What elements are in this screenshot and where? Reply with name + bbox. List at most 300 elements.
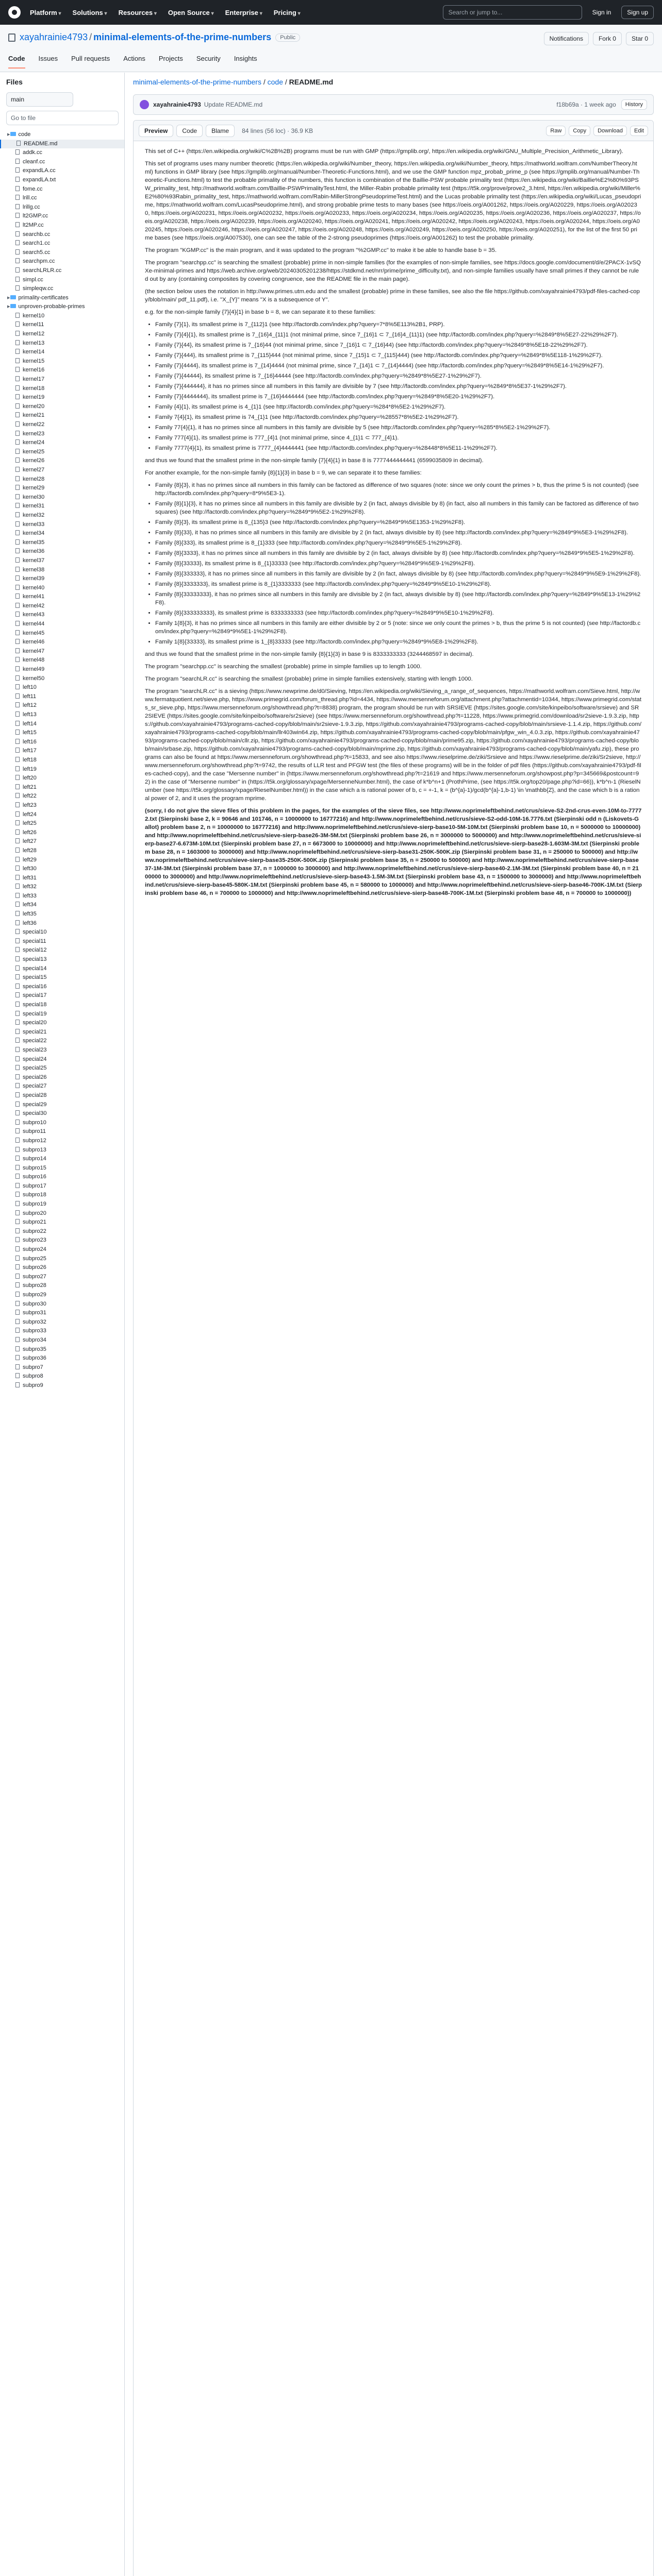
sidebar-item-special20[interactable] [0,1019,125,1028]
sidebar-item-label: left28 [23,847,37,854]
sidebar-item-kernel23[interactable] [0,430,125,439]
edit-button[interactable]: Edit [630,126,648,136]
sidebar-item-subpro24[interactable] [0,1245,125,1255]
sidebar-item-special14[interactable] [0,964,125,974]
sidebar-item-kernel33[interactable] [0,520,125,530]
tab-issues[interactable]: Issues [38,55,58,62]
sidebar-item-label: kernel23 [23,430,45,437]
file-icon [15,594,20,599]
file-icon [15,1301,20,1306]
breadcrumb-repo[interactable]: minimal-elements-of-the-prime-numbers [133,78,261,86]
sidebar-item-subpro23[interactable] [0,1236,125,1245]
file-viewer [133,120,654,2576]
sidebar-item-label: kernel18 [23,385,45,392]
file-header [134,121,653,141]
sidebar-item-subpro25[interactable] [0,1255,125,1264]
file-icon [15,848,20,853]
sidebar-item-kernel45[interactable] [0,629,125,638]
fork-button[interactable]: Fork 0 [593,32,622,45]
list-item: • Family 777{4}{1}, its smallest prime is 777_{4}1 (not minimal prime, since 4_{1}1 ⊂ 777_{4}1). [155,434,642,442]
file-icon [15,757,20,762]
tab-code[interactable]: Code [8,55,25,69]
sidebar-item-kernel16[interactable] [0,366,125,375]
sidebar-item-label: kernel49 [23,666,45,673]
sidebar-item-label: subpro10 [23,1119,46,1126]
sidebar-item-left12[interactable] [0,701,125,710]
file-icon [15,974,20,979]
sidebar-item-label: left19 [23,766,37,772]
sidebar-item-searchpm-cc[interactable] [0,257,125,266]
list-item: • Family 1{8}{33333}, its smallest prime is 1_{8}33333 (see http://factordb.com/index.php?query=%2849*9%5E8-1%29%2F8). [155,638,642,646]
sidebar-item-label: kernel45 [23,630,45,636]
sidebar-item-kernel30[interactable] [0,493,125,502]
sidebar-item-special22[interactable] [0,1037,125,1046]
sidebar-item-search1-cc[interactable] [0,239,125,248]
star-button[interactable]: Star 0 [626,32,654,45]
sidebar-item-subpro33[interactable] [0,1327,125,1336]
sidebar-item-left20[interactable] [0,774,125,783]
sidebar-item-kernel13[interactable] [0,339,125,348]
sidebar-item-addk-cc[interactable] [0,148,125,158]
go-to-file-input[interactable]: Go to file [6,111,119,125]
sidebar-item-kernel46[interactable] [0,638,125,647]
sidebar-item-kernel39[interactable] [0,574,125,584]
file-icon [15,657,20,662]
sidebar-item-subpro36[interactable] [0,1354,125,1363]
sidebar-item-left10[interactable] [0,683,125,692]
sidebar-item-kernel19[interactable] [0,393,125,402]
sidebar-item-label: lt2GMP.cc [23,213,48,219]
sidebar-item-kernel42[interactable] [0,602,125,611]
commit-hash[interactable]: f18b69a · 1 week ago [556,101,616,108]
sieve-files-note: (sorry, I do not give the sieve files of this problem in the pages, for the examples of the sieve files, see http://www.noprimeleftbehind.net/crus/sieve-S2-2nd-crus-even-10M-to-77772.txt (Sierpinski base 2, k = 90646 and 101746, n = 10000000 to 16777216) and http://www.noprimeleftbehind.net/crus/sieve-S2-odd-10M-16.7776.txt (Sierpinski odd n (Liskovets-Gallot) problem base 2, n = 10000000 to 16777216) and http://www.noprimeleftbehind.net/crus/sieve-sierp-base10-5M-10M.txt (Sierpinski problem base 10, n = 5000000 to 10000000) and http://www.noprimeleftbehind.net/crus/sieve-sierp-base26-3M-5M.txt (Sierpinski problem base 26, n = 3000000 to 5000000) and http://www.noprimeleftbehind.net/crus/sieve-sierp-base27-6.673M-10M.txt (Sierpinski problem base 27, n = 6673000 to 10000000) and http://www.noprimeleftbehind.net/crus/sieve-sierp-base28-1.603M-3M.txt (Sierpinski problem base 28, n = 1603000 to 3000000) and http://www.noprimeleftbehind.net/crus/sieve-sierp-base31-250K-500K.zip (Sierpinski problem base 31, n = 250000 to 500000) and http://www.noprimeleftbehind.net/crus/sieve-sierp-base35-250K-500K.zip (Sierpinski problem base 35, n = 250000 to 500000) and http://www.noprimeleftbehind.net/crus/sieve-sierp-base37-1M-3M.txt (Sierpinski problem base 37, n = 1000000 to 3000000) and http://www.noprimeleftbehind.net/crus/sieve-sierp-base40-2.1M-3M.txt (Sierpinski problem base 40, n = 2100000 to 3000000) and http://www.noprimeleftbehind.net/crus/sieve-sierp-base43-1.5M-3M.txt (Sierpinski problem base 43, n = 1500000 to 3000000) and http://www.noprimeleftbehind.net/crus/sieve-sierp-base45-580K-1M.txt (Sierpinski problem base 45, n = 580000 to 1000000) and http://www.noprimeleftbehind.net/crus/sieve-sierp-base46-700K-1M.txt (Sierpinski problem base 46, n = 700000 to 1000000) and http://www.noprimeleftbehind.net/crus/sieve-sierp-base48-700K-1M.txt (Sierpinski problem base 48, n = 700000 to 1000000)) [145,808,642,896]
sidebar-item-subpro17[interactable] [0,1182,125,1191]
search-input[interactable]: Search or jump to... [443,5,582,20]
sidebar-item-subpro22[interactable] [0,1227,125,1236]
sidebar-item-left19[interactable] [0,765,125,774]
tab-actions[interactable]: Actions [123,55,145,62]
sidebar-item-subpro26[interactable] [0,1263,125,1273]
sidebar-item-label: subpro29 [23,1292,46,1298]
sidebar-item-label: left15 [23,730,37,736]
file-icon [15,167,20,173]
sidebar-item-label: expandLA.txt [23,176,56,183]
file-icon [15,1038,20,1043]
sidebar-item-subpro21[interactable] [0,1218,125,1227]
sidebar-item-subpro10[interactable] [0,1118,125,1128]
file-icon [15,340,20,345]
sidebar-item-subpro18[interactable] [0,1191,125,1200]
commit-message[interactable]: Update README.md [204,101,263,108]
sign-up-button[interactable]: Sign up [621,6,654,19]
raw-button[interactable]: Raw [546,126,566,136]
sidebar-item-subpro8[interactable] [0,1372,125,1381]
file-icon [15,575,20,581]
sidebar-item-subpro11[interactable] [0,1127,125,1137]
sidebar-item-cleanf-cc[interactable] [0,158,125,167]
sidebar-item-special30[interactable] [0,1109,125,1118]
file-icon [15,1364,20,1369]
list-item: • Family {7}{4444444}, its smallest prime is 7_{16}4444444 (see http://factordb.com/index.php?query=%2849*8%5E20-1%29%2F7). [155,393,642,401]
sidebar-item-label: special16 [23,983,47,990]
sidebar-item-subpro20[interactable] [0,1209,125,1218]
file-icon [15,431,20,436]
sidebar-item-kernel27[interactable] [0,466,125,475]
file-icon [15,439,20,445]
copy-button[interactable]: Copy [569,126,590,136]
sidebar-item-unproven-probable-primes[interactable] [0,302,125,312]
file-icon [15,258,20,263]
nav-pricing[interactable]: Pricing ▾ [274,9,301,16]
sidebar-item-label: kernel50 [23,675,45,682]
nav-enterprise[interactable]: Enterprise ▾ [225,9,262,16]
sidebar-item-label: README.md [24,140,58,147]
file-icon [15,385,20,391]
sidebar-item-lrill-cc[interactable] [0,194,125,203]
sidebar-item-subpro14[interactable] [0,1155,125,1164]
breadcrumb-folder[interactable]: code [267,78,283,86]
sidebar-item-left18[interactable] [0,756,125,765]
sidebar-item-label: special25 [23,1065,47,1072]
sidebar-item-expandla-cc[interactable] [0,166,125,176]
sidebar-item-label: kernel26 [23,457,45,464]
sidebar-item-label: kernel38 [23,566,45,573]
github-logo-icon[interactable] [8,6,21,19]
sidebar-item-kernel47[interactable] [0,647,125,656]
repo-name-link[interactable]: minimal-elements-of-the-prime-numbers [93,32,272,42]
sidebar-item-kernel10[interactable] [0,312,125,321]
file-tree [0,130,125,1391]
sidebar-item-left28[interactable] [0,846,125,856]
file-icon [15,621,20,626]
sidebar-item-subpro16[interactable] [0,1173,125,1182]
sidebar-item-label: special26 [23,1074,47,1080]
file-icon [15,1110,20,1115]
file-icon [15,539,20,545]
file-icon [15,1264,20,1269]
repo-owner-link[interactable]: xayahrainie4793 [20,32,88,42]
file-icon [15,358,20,363]
sidebar-item-lt2mp-cc[interactable] [0,221,125,230]
sidebar-item-kernel35[interactable] [0,538,125,548]
sidebar-item-left36[interactable] [0,919,125,928]
sidebar-item-left30[interactable] [0,865,125,874]
file-icon [15,1346,20,1351]
sidebar-item-subpro31[interactable] [0,1309,125,1318]
sidebar-item-special18[interactable] [0,1001,125,1010]
sidebar-item-special12[interactable] [0,946,125,955]
sidebar-item-subpro12[interactable] [0,1137,125,1146]
file-icon [15,730,20,735]
blame-tab[interactable]: Blame [206,125,235,137]
file-icon [15,467,20,472]
file-icon [15,177,20,182]
sidebar-item-expandla-txt[interactable] [0,176,125,185]
sidebar-item-special19[interactable] [0,1010,125,1019]
sidebar-item-special24[interactable] [0,1055,125,1064]
file-icon [15,648,20,653]
sidebar-item-subpro27[interactable] [0,1273,125,1282]
sidebar-item-lrillg-cc[interactable] [0,203,125,212]
sidebar-item-special10[interactable] [0,928,125,937]
sidebar-item-special25[interactable] [0,1064,125,1073]
file-icon [15,449,20,454]
sidebar-item-label: left22 [23,793,37,800]
sidebar-item-label: left24 [23,811,37,818]
readme-paragraph: The program "searchpp.cc" is searching the smallest (probable) prime in non-simple families (for the examples of non-simple families, see https://docs.google.com/document/d/e/2PACX-1vSQXe-minimal-primes and https://web.archive.org/web/20240305201238/https://stdkmd.net/nrr/prime/prime_difficulty.txt), and non-simple families usually have small primes if they cannot be ruled out by any (containing composites by covering congruence, see the README file in the main page). [145,260,641,282]
file-icon [15,875,20,880]
sidebar-item-special28[interactable] [0,1091,125,1100]
sidebar-item-label: subpro9 [23,1382,43,1388]
file-icon [15,938,20,943]
sidebar-item-kernel22[interactable] [0,420,125,430]
file-icon [15,1174,20,1179]
file-icon [15,1310,20,1315]
breadcrumb: minimal-elements-of-the-prime-numbers / code / README.md [133,78,334,86]
sidebar-item-label: searchb.cc [23,231,51,238]
sidebar-item-left21[interactable] [0,783,125,792]
sidebar-item-label: subpro17 [23,1182,46,1189]
list-item: • Family {8}{333}, its smallest prime is 8_{1}333 (see http://factordb.com/index.php?query=%2849*9%5E5-1%29%2F8). [155,539,642,547]
sidebar-item-left31[interactable] [0,874,125,883]
sidebar-item-left16[interactable] [0,738,125,747]
sidebar-item-label: kernel35 [23,539,45,546]
sidebar-item-lt2gmp-cc[interactable] [0,212,125,221]
file-icon [15,548,20,553]
sidebar-item-label: kernel13 [23,340,45,346]
sidebar-item-left32[interactable] [0,883,125,892]
nav-platform[interactable]: Platform ▾ [30,9,61,16]
file-icon [15,1047,20,1052]
sidebar-item-label: subpro21 [23,1219,46,1226]
list-item: • Family {7}{4444}, its smallest prime is 7_{14}4444 (not minimal prime, since 7_{14}1 ⊂ 7_{14}4444) (see http://factordb.com/index.php?query=%2849*8%5E14-1%29%2F7). [155,362,642,370]
sidebar-item-kernel15[interactable] [0,357,125,366]
avatar[interactable] [140,100,149,109]
sidebar-item-kernel49[interactable] [0,665,125,674]
list-item: • Family {8}{333333}, it has no primes since all numbers in this family are divisible by 2 (in fact, always divisible by 8) (see http://factordb.com/index.php?query=%2849*9%5E9-1%29%2F8). [155,570,642,578]
sidebar-item-label: left36 [23,920,37,926]
sidebar-item-left13[interactable] [0,710,125,720]
sidebar-item-subpro34[interactable] [0,1336,125,1345]
sidebar-item-kernel24[interactable] [0,438,125,448]
sidebar-item-code[interactable] [0,130,125,140]
sidebar-item-left35[interactable] [0,910,125,919]
sidebar-item-left34[interactable] [0,901,125,910]
sidebar-item-kernel50[interactable] [0,674,125,684]
folder-icon [10,295,16,299]
tab-pull-requests[interactable]: Pull requests [71,55,110,62]
history-button[interactable]: History [621,99,647,110]
sidebar-item-label: kernel48 [23,657,45,664]
sidebar-item-label: addk.cc [23,149,42,156]
sidebar-item-kernel21[interactable] [0,411,125,420]
sidebar-item-special15[interactable] [0,973,125,982]
sidebar-item-subpro13[interactable] [0,1146,125,1155]
sidebar-item-kernel32[interactable] [0,511,125,520]
sidebar-item-kernel18[interactable] [0,384,125,394]
sidebar-item-kernel40[interactable] [0,584,125,593]
sidebar-item-label: special13 [23,956,47,963]
download-button[interactable]: Download [593,126,627,136]
sidebar-item-subpro32[interactable] [0,1318,125,1327]
sidebar-item-left17[interactable] [0,747,125,756]
sidebar-item-kernel17[interactable] [0,375,125,384]
sidebar-item-label: lrillg.cc [23,204,40,210]
sidebar-item-subpro19[interactable] [0,1200,125,1209]
sidebar-item-kernel36[interactable] [0,547,125,556]
sidebar-item-label: expandLA.cc [23,167,56,174]
sidebar-item-kernel12[interactable] [0,330,125,339]
sidebar-item-special27[interactable] [0,1082,125,1091]
sidebar-item-subpro29[interactable] [0,1291,125,1300]
sidebar-item-kernel26[interactable] [0,456,125,466]
sidebar-item-searchlrlr-cc[interactable] [0,266,125,276]
file-icon [15,149,20,155]
sidebar-item-label: kernel16 [23,367,45,374]
sidebar-item-special23[interactable] [0,1046,125,1055]
file-icon [15,1020,20,1025]
file-icon [15,285,20,291]
tab-projects[interactable]: Projects [158,55,183,62]
sidebar-item-label: left11 [23,693,37,700]
sidebar-item-left24[interactable] [0,810,125,820]
sidebar-item-kernel34[interactable] [0,529,125,538]
sidebar-item-subpro30[interactable] [0,1300,125,1309]
sidebar-item-label: special27 [23,1083,47,1090]
readme-paragraph: e.g. for the non-simple family {7}{4}{1} in base b = 8, we can separate it to these families: [145,309,376,315]
sidebar-item-label: subpro19 [23,1201,46,1208]
sidebar-item-searchb-cc[interactable] [0,230,125,240]
sidebar-item-label: subpro32 [23,1318,46,1325]
sidebar-item-label: left25 [23,820,37,827]
sidebar-item-kernel37[interactable] [0,556,125,566]
nav-solutions[interactable]: Solutions ▾ [73,9,107,16]
file-icon [15,412,20,417]
sidebar-item-search5-cc[interactable] [0,248,125,258]
sidebar-item-left22[interactable] [0,792,125,801]
file-icon [15,1246,20,1251]
sidebar-item-special26[interactable] [0,1073,125,1082]
file-icon [15,775,20,780]
sidebar-item-subpro7[interactable] [0,1363,125,1372]
sidebar-item-subpro9[interactable] [0,1381,125,1391]
sidebar-item-label: subpro35 [23,1346,46,1352]
readme-paragraph: The program "KGMP.cc" is the main program, and it was updated to the program "%2GMP.cc" to make it be able to handle base b = 35. [145,247,497,253]
file-icon [15,231,20,236]
sidebar-item-kernel20[interactable] [0,402,125,412]
sidebar-item-left11[interactable] [0,692,125,702]
file-icon [15,893,20,898]
sidebar-item-subpro35[interactable] [0,1345,125,1354]
tab-insights[interactable]: Insights [234,55,257,62]
sidebar-item-label: left27 [23,838,37,845]
sidebar-item-kernel28[interactable] [0,475,125,484]
sidebar-item-label: kernel46 [23,639,45,646]
code-tab[interactable]: Code [176,125,203,137]
sidebar-item-left14[interactable] [0,720,125,729]
sidebar-item-left26[interactable] [0,828,125,838]
sidebar-item-label: kernel20 [23,403,45,410]
sidebar-item-label: subpro28 [23,1282,46,1289]
sidebar-item-left15[interactable] [0,728,125,738]
sidebar-item-label: searchpm.cc [23,258,55,265]
file-icon [15,222,20,227]
nav-resources[interactable]: Resources ▾ [119,9,157,16]
sidebar-item-left27[interactable] [0,837,125,846]
sidebar-item-kernel31[interactable] [0,502,125,511]
sidebar-item-kernel25[interactable] [0,448,125,457]
sidebar-item-label: left32 [23,884,37,890]
sidebar-item-label: special11 [23,938,46,944]
sidebar-item-left23[interactable] [0,801,125,810]
branch-selector[interactable]: main [6,92,73,107]
sidebar-item-left29[interactable] [0,856,125,865]
sidebar-item-kernel29[interactable] [0,484,125,493]
notifications-button[interactable]: Notifications [544,32,589,45]
sidebar-item-simpleqw-cc[interactable] [0,284,125,294]
sidebar-item-special11[interactable] [0,937,125,946]
sidebar-item-label: left31 [23,874,37,881]
sidebar-item-label: subpro15 [23,1164,46,1171]
file-icon [15,1192,20,1197]
sidebar-item-kernel48[interactable] [0,656,125,665]
sidebar-item-label: left13 [23,711,37,718]
list-item: • Family {8}{3333333}, its smallest prime is 8_{1}3333333 (see http://factordb.com/index.php?query=%2849*9%5E10-1%29%2F8). [155,580,642,588]
file-icon [15,1337,20,1342]
file-icon [15,240,20,245]
sidebar-item-special21[interactable] [0,1028,125,1037]
file-icon [15,485,20,490]
sign-in-link[interactable]: Sign in [592,9,611,16]
sidebar-item-special17[interactable] [0,991,125,1001]
sidebar-item-readme-md[interactable] [0,140,125,149]
commit-author[interactable]: xayahrainie4793 [153,101,201,108]
sidebar-item-special13[interactable] [0,955,125,964]
file-icon [15,1274,20,1279]
file-icon [15,1165,20,1170]
sidebar-item-fome-cc[interactable] [0,185,125,194]
file-icon [16,141,21,146]
sidebar-item-kernel11[interactable] [0,320,125,330]
file-icon [15,857,20,862]
sidebar-item-subpro15[interactable] [0,1164,125,1173]
sidebar-item-label: subpro24 [23,1246,46,1253]
sidebar-title: Files [6,78,23,86]
file-icon [15,349,20,354]
tab-security[interactable]: Security [196,55,221,62]
sidebar-item-primality-certificates[interactable] [0,294,125,303]
repo-icon [8,33,15,42]
sidebar-item-left25[interactable] [0,819,125,828]
sidebar-item-special16[interactable] [0,982,125,992]
sidebar-item-label: subpro26 [23,1264,46,1271]
sidebar-item-subpro28[interactable] [0,1281,125,1291]
file-icon [15,313,20,318]
list-item: • Family {8}{333333333}, its smallest prime is 8333333333 (see http://factordb.com/index.php?query=%2849*9%5E10-1%29%2F8). [155,609,642,617]
sidebar-item-kernel41[interactable] [0,592,125,602]
sidebar-item-label: kernel21 [23,412,45,419]
sidebar-item-special29[interactable] [0,1100,125,1110]
sidebar-item-kernel44[interactable] [0,620,125,629]
sidebar-item-label: search5.cc [23,249,51,256]
nav-open-source[interactable]: Open Source ▾ [168,9,214,16]
sidebar-item-kernel43[interactable] [0,611,125,620]
sidebar-item-simpl-cc[interactable] [0,276,125,285]
sidebar-item-kernel38[interactable] [0,566,125,575]
sidebar-item-left33[interactable] [0,892,125,901]
preview-tab[interactable]: Preview [139,125,173,137]
sidebar-item-kernel14[interactable] [0,348,125,357]
